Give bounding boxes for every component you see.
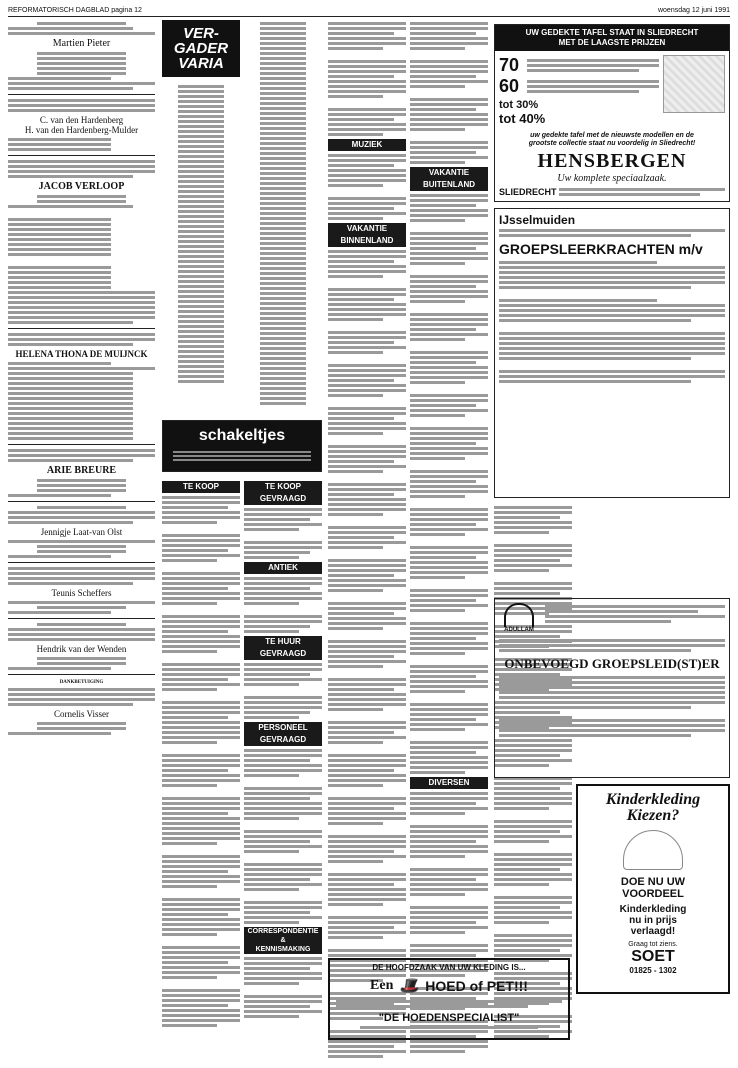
section-te-koop-gevraagd: TE KOOP GEVRAAGD (244, 481, 322, 505)
ad-hoed-text: DE HOOFDZAAK VAN UW KLEDING IS... (372, 963, 526, 972)
ad-town: SLIEDRECHT (499, 187, 557, 197)
ad-hensbergen-title: UW GEDEKTE TAFEL STAAT IN SLIEDRECHT MET DE LAAGSTE PRIJZEN (495, 25, 729, 51)
section-diversen: DIVERSEN (410, 777, 488, 789)
page-header (8, 6, 730, 17)
ad-school-title: IJsselmuiden (499, 213, 576, 227)
column-5 (410, 20, 488, 1060)
section-heading: DANKBETUIGING (59, 680, 104, 685)
hat-icon: 🎩 (399, 978, 420, 995)
vergader-varia-logo: VER- GADER VARIA (162, 20, 240, 77)
tableware-image (663, 55, 725, 113)
ad-soet-tel: 01825 - 1302 (629, 966, 677, 975)
notice-names: C. van den Hardenberg H. van den Hardenberg-Mulder (24, 115, 139, 135)
obituary-name: JACOB VERLOOP (38, 181, 125, 192)
ad-discount-40: tot 40% (499, 111, 546, 126)
ad-shop-sub: Uw komplete speciaalzaak. (557, 173, 667, 184)
column-2-lower (162, 478, 240, 1048)
adullam-logo-icon (504, 603, 534, 627)
column-3-lower (244, 478, 322, 1048)
ad-adullam-headline: ONBEVOEGD GROEPSLEID(ST)ER (504, 656, 720, 671)
ad-hoed-pet: HOED of PET!!! (425, 978, 528, 994)
notice-name: Martien Pieter (52, 38, 111, 49)
ad-soet-script: Kinderkleding Kiezen? (605, 791, 701, 824)
section-te-koop: TE KOOP (162, 481, 240, 493)
obituary-name: Teunis Scheffers (51, 588, 112, 598)
column-4 (328, 20, 406, 1060)
ad-adullam (494, 598, 730, 778)
section-vakantie-buitenland: VAKANTIE BUITENLAND (410, 167, 488, 191)
section-te-huur: TE HUUR GEVRAAGD (244, 636, 322, 660)
ad-soet-name: SOET (631, 948, 675, 965)
section-antiek: ANTIEK (244, 562, 322, 574)
section-muziek: MUZIEK (328, 139, 406, 151)
ad-soet (576, 784, 730, 994)
section-correspondentie: CORRESPONDENTIE & KENNISMAKING (244, 927, 322, 954)
ad-discount-30: tot 30% (499, 99, 539, 111)
ad-slogan: uw gedekte tafel met de nieuwste modellen en de grootste collectie staat nu voordelig in Sliedrecht! (528, 132, 696, 147)
ad-soet-doe: DOE NU UW VOORDEEL (620, 876, 686, 900)
ad-shop-name: HENSBERGEN (537, 150, 687, 172)
ad-hoed (328, 958, 570, 1040)
column-3 (244, 20, 322, 416)
obituary-name: HELENA THONA DE MUIJNCK (15, 349, 148, 359)
ad-hoed-store: "DE HOEDENSPECIALIST" (378, 1012, 520, 1024)
column-1 (8, 20, 155, 1060)
ad-number-60: 60 (499, 76, 520, 96)
ad-number-70: 70 (499, 55, 520, 75)
obituary-name: ARIE BREURE (46, 465, 117, 476)
ad-hoed-een: Een (370, 978, 394, 993)
schakeltjes-banner (162, 420, 322, 472)
ad-hensbergen (494, 24, 730, 202)
ad-soet-prijs: Kinderkleding nu in prijs verlaagd! (619, 904, 687, 937)
ad-school-heading: GROEPSLEERKRACHTEN m/v (499, 241, 703, 257)
children-illustration (623, 830, 683, 870)
schakeltjes-logo: schakeltjes (198, 427, 286, 444)
section-vakantie-binnenland: VAKANTIE BINNENLAND (328, 223, 406, 247)
section-personeel: PERSONEEL GEVRAAGD (244, 722, 322, 746)
header-left: REFORMATORISCH DAGBLAD pagina 12 (8, 7, 142, 14)
obituary-name: Cornelis Visser (53, 709, 110, 719)
obituary-name: Jennigje Laat-van Olst (40, 527, 123, 537)
adullam-logo-text: ADULLAM (504, 627, 534, 633)
ad-soet-tot: Graag tot ziens. (628, 941, 678, 948)
header-right: woensdag 12 juni 1991 (657, 7, 730, 14)
obituary-name: Hendrik van der Wenden (36, 644, 127, 654)
ad-school (494, 208, 730, 498)
